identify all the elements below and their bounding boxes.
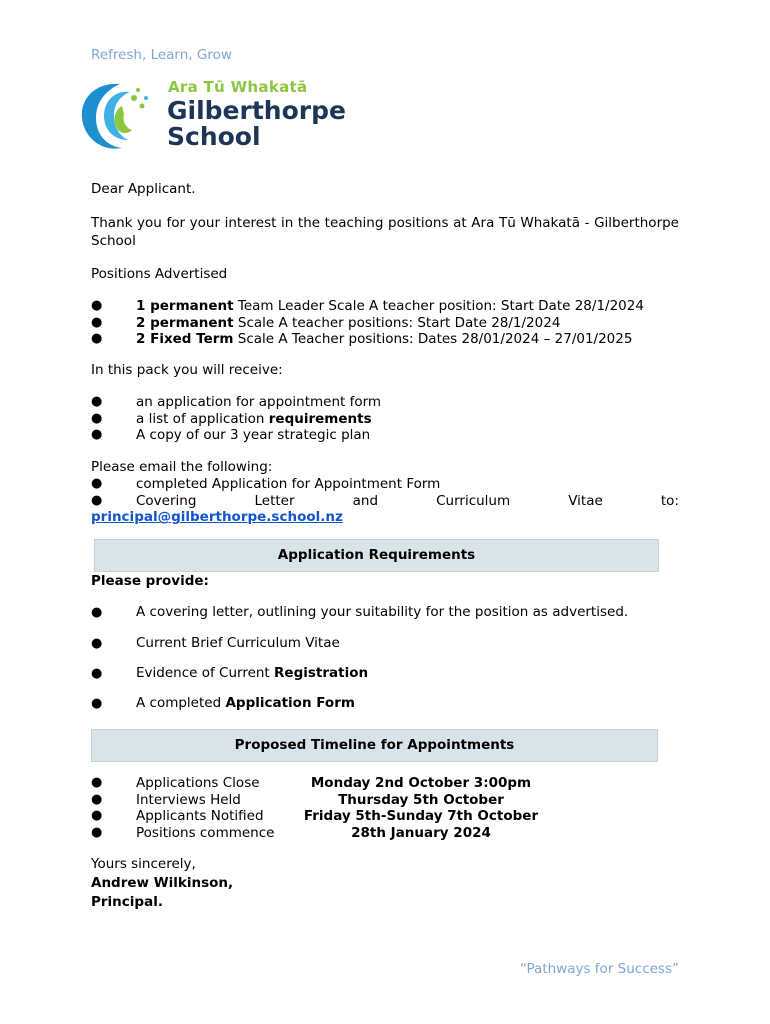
bullet-icon: ●	[91, 427, 103, 443]
bullet-icon: ●	[91, 775, 103, 790]
list-item: ● completed Application for Appointment Form	[91, 476, 441, 492]
requirements-title-bar: Application Requirements	[94, 539, 659, 572]
bullet-icon: ●	[91, 410, 103, 426]
list-item: ● 2 Fixed Term Scale A Teacher positions: Dates 28/01/2024 – 27/01/2025	[91, 331, 633, 348]
closing: Yours sincerely,	[91, 856, 196, 872]
bullet-icon: ●	[91, 492, 103, 508]
list-item: ● 1 permanent Team Leader Scale A teacher position: Start Date 28/1/2024	[91, 298, 644, 314]
timeline-row: ● Interviews Held Thursday 5th October	[91, 792, 504, 808]
bullet-icon: ●	[91, 808, 103, 823]
bullet-icon: ●	[91, 696, 103, 711]
bullet-icon: ●	[91, 666, 103, 681]
bullet-icon: ●	[91, 476, 103, 491]
list-item: ● Covering Letter and Curriculum Vitae to:	[91, 492, 679, 509]
email-link[interactable]: principal@gilberthorpe.school.nz	[91, 509, 343, 526]
bullet-icon: ●	[91, 314, 103, 330]
intro-paragraph: Thank you for your interest in the teaching positions at Ara Tū Whakatā - Gilberthorpe School	[91, 215, 679, 249]
timeline-row: ● Positions commence 28th January 2024	[91, 825, 491, 841]
pack-list	[91, 394, 681, 444]
bullet-icon: ●	[91, 605, 103, 620]
email-heading: Please email the following:	[91, 459, 273, 475]
logo-subtitle: Ara Tū Whakatā	[168, 78, 308, 96]
bullet-icon: ●	[91, 331, 103, 347]
timeline-row: ● Applicants Notified Friday 5th-Sunday 7th October	[91, 808, 539, 824]
list-item: ● A completed Application Form	[91, 695, 355, 711]
tagline: Refresh, Learn, Grow	[91, 47, 232, 63]
list-item: ● Current Brief Curriculum Vitae	[91, 635, 340, 651]
signatory-title: Principal.	[91, 894, 163, 910]
bullet-icon: ●	[91, 298, 103, 313]
bullet-icon: ●	[91, 394, 103, 409]
pack-heading: In this pack you will receive:	[91, 362, 283, 378]
email-list	[91, 476, 681, 526]
bullet-icon: ●	[91, 825, 103, 840]
list-item: ● a list of application requirements	[91, 410, 372, 427]
please-provide: Please provide:	[91, 573, 209, 589]
greeting: Dear Applicant.	[91, 181, 196, 197]
positions-heading: Positions Advertised	[91, 266, 228, 282]
school-logo	[76, 76, 346, 156]
list-item: ● A covering letter, outlining your suitability for the position as advertised.	[91, 604, 629, 620]
signatory-name: Andrew Wilkinson,	[91, 875, 234, 891]
positions-list	[91, 298, 681, 348]
bullet-icon: ●	[91, 636, 103, 651]
school-emblem-icon	[76, 76, 166, 156]
list-item: ● an application for appointment form	[91, 394, 382, 410]
logo-name-line1: Gilberthorpe	[167, 96, 346, 125]
bullet-icon: ●	[91, 792, 103, 807]
timeline-title-bar: Proposed Timeline for Appointments	[91, 729, 658, 762]
footer-motto: “Pathways for Success”	[519, 961, 679, 977]
list-item: ● A copy of our 3 year strategic plan	[91, 427, 371, 444]
logo-name-line2: School	[167, 122, 261, 151]
timeline-row: ● Applications Close Monday 2nd October 3:00pm	[91, 775, 532, 791]
list-item: ● Evidence of Current Registration	[91, 665, 369, 681]
list-item: ● 2 permanent Scale A teacher positions: Start Date 28/1/2024	[91, 314, 561, 331]
